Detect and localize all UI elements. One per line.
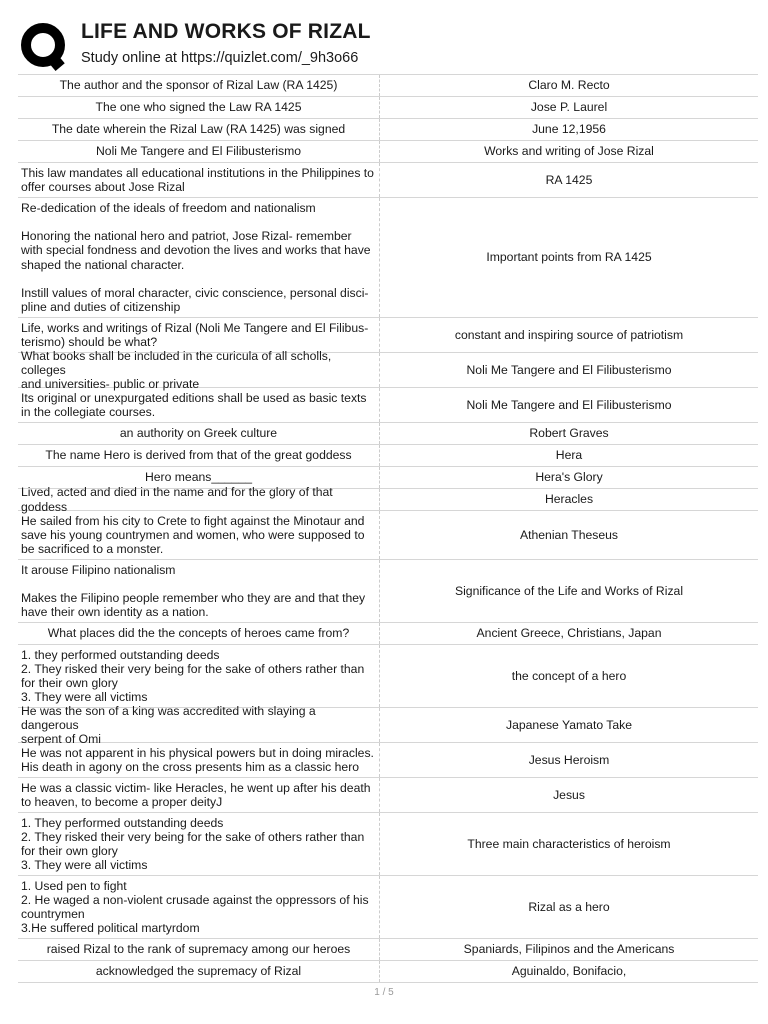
term-cell: This law mandates all educational institutions in the Philippines to offer courses about Jose Rizal (18, 163, 380, 197)
term-cell: Noli Me Tangere and El Filibusterismo (18, 141, 380, 162)
table-row (18, 198, 758, 318)
table-row (18, 485, 758, 514)
definition-cell: Hera (555, 448, 583, 463)
table-row (18, 560, 758, 623)
table-row (18, 75, 758, 97)
flashcard-table (18, 74, 758, 983)
definition-cell: Robert Graves (529, 426, 609, 441)
definition-cell: Ancient Greece, Christians, Japan (476, 626, 662, 641)
term-cell: acknowledged the supremacy of Rizal (18, 961, 380, 982)
table-row (18, 961, 758, 983)
page-indicator: 1 / 5 (374, 987, 394, 998)
definition-cell: Jesus Heroism (528, 752, 610, 767)
term-cell: Hero means______ (18, 467, 380, 488)
definition-cell: Spaniards, Filipinos and the Americans (463, 942, 675, 957)
definition-cell: the concept of a hero (511, 668, 627, 683)
table-row (18, 778, 758, 813)
term-cell: Life, works and writings of Rizal (Noli Me Tangere and El Filibus- terismo) should be what? (18, 318, 380, 352)
definition-cell: Significance of the Life and Works of Rizal (454, 583, 684, 598)
term-cell: He was not apparent in his physical powers but in doing miracles. His death in agony on the cross presents him as a classic hero (18, 743, 380, 777)
definition-cell: constant and inspiring source of patriotism (454, 327, 684, 342)
quizlet-logo-icon (20, 22, 70, 72)
term-cell: The one who signed the Law RA 1425 (18, 97, 380, 118)
table-row (18, 645, 758, 708)
term-cell: The author and the sponsor of Rizal Law (RA 1425) (18, 75, 380, 96)
table-row (18, 743, 758, 778)
definition-cell: Aguinaldo, Bonifacio, (511, 964, 627, 979)
term-cell: 1. Used pen to fight 2. He waged a non-violent crusade against the oppressors of his countrymen 3.He suffered political martyrdom (18, 876, 380, 938)
definition-cell: Noli Me Tangere and El Filibusterismo (466, 397, 672, 412)
term-cell: 1. They performed outstanding deeds 2. They risked their very being for the sake of others rather than for their own glory 3. They were all victims (18, 813, 380, 875)
term-cell: Lived, acted and died in the name and for the glory of that goddess (18, 489, 380, 510)
table-row (18, 939, 758, 961)
term-cell: The date wherein the Rizal Law (RA 1425) was signed (18, 119, 380, 140)
table-row (18, 97, 758, 119)
term-cell: 1. they performed outstanding deeds 2. They risked their very being for the sake of others rather than for their own glory 3. They were all victims (18, 645, 380, 707)
study-online-link[interactable]: Study online at https://quizlet.com/_9h3o66 (81, 50, 359, 66)
term-cell: Re-dedication of the ideals of freedom and nationalism Honoring the national hero and patriot, Jose Rizal- remember with special fondness and devotion the lives and works that have shaped the national character. Instill values of moral character, civic conscience, personal disci- pline and duties of citizenship (18, 198, 380, 317)
definition-cell: Claro M. Recto (528, 78, 610, 93)
table-row (18, 388, 758, 423)
definition-cell: Jose P. Laurel (530, 100, 608, 115)
table-row (18, 876, 758, 939)
table-row (18, 348, 758, 392)
table-row (18, 423, 758, 445)
term-cell: It arouse Filipino nationalism Makes the Filipino people remember who they are and that they have their own identity as a nation. (18, 560, 380, 622)
table-row (18, 511, 758, 560)
definition-cell: Three main characteristics of heroism (467, 836, 671, 851)
definition-cell: Works and writing of Jose Rizal (484, 144, 654, 159)
term-cell: What places did the the concepts of heroes came from? (18, 623, 380, 644)
definition-cell: Noli Me Tangere and El Filibusterismo (466, 362, 672, 377)
page-title: LIFE AND WORKS OF RIZAL (81, 20, 371, 43)
definition-cell: Hera's Glory (535, 470, 603, 485)
table-row (18, 703, 758, 747)
definition-cell: RA 1425 (545, 172, 593, 187)
term-cell: He was a classic victim- like Heracles, he went up after his death to heaven, to become a proper deityJ (18, 778, 380, 812)
term-cell: Its original or unexpurgated editions shall be used as basic texts in the collegiate courses. (18, 388, 380, 422)
term-cell: raised Rizal to the rank of supremacy among our heroes (18, 939, 380, 960)
definition-cell: Athenian Theseus (519, 527, 619, 542)
term-cell: He was the son of a king was accredited with slaying a dangerous serpent of Omi (18, 708, 380, 742)
table-row (18, 119, 758, 141)
table-row (18, 813, 758, 876)
table-row (18, 141, 758, 163)
definition-cell: Important points from RA 1425 (486, 250, 652, 265)
term-cell: The name Hero is derived from that of the great goddess (18, 445, 380, 466)
definition-cell: Jesus (553, 787, 585, 802)
table-row (18, 163, 758, 198)
table-row (18, 445, 758, 467)
definition-cell: June 12,1956 (532, 122, 606, 137)
definition-cell: Rizal as a hero (528, 899, 610, 914)
definition-cell: Japanese Yamato Take (505, 717, 633, 732)
definition-cell: Heracles (544, 492, 594, 507)
term-cell: He sailed from his city to Crete to fight against the Minotaur and save his young countrymen and women, who were supposed to be sacrificed to a monster. (18, 511, 380, 559)
term-cell: What books shall be included in the curicula of all scholls, colleges and universities- public or private (18, 353, 380, 387)
table-row (18, 623, 758, 645)
page-header (20, 18, 760, 74)
term-cell: an authority on Greek culture (18, 423, 380, 444)
